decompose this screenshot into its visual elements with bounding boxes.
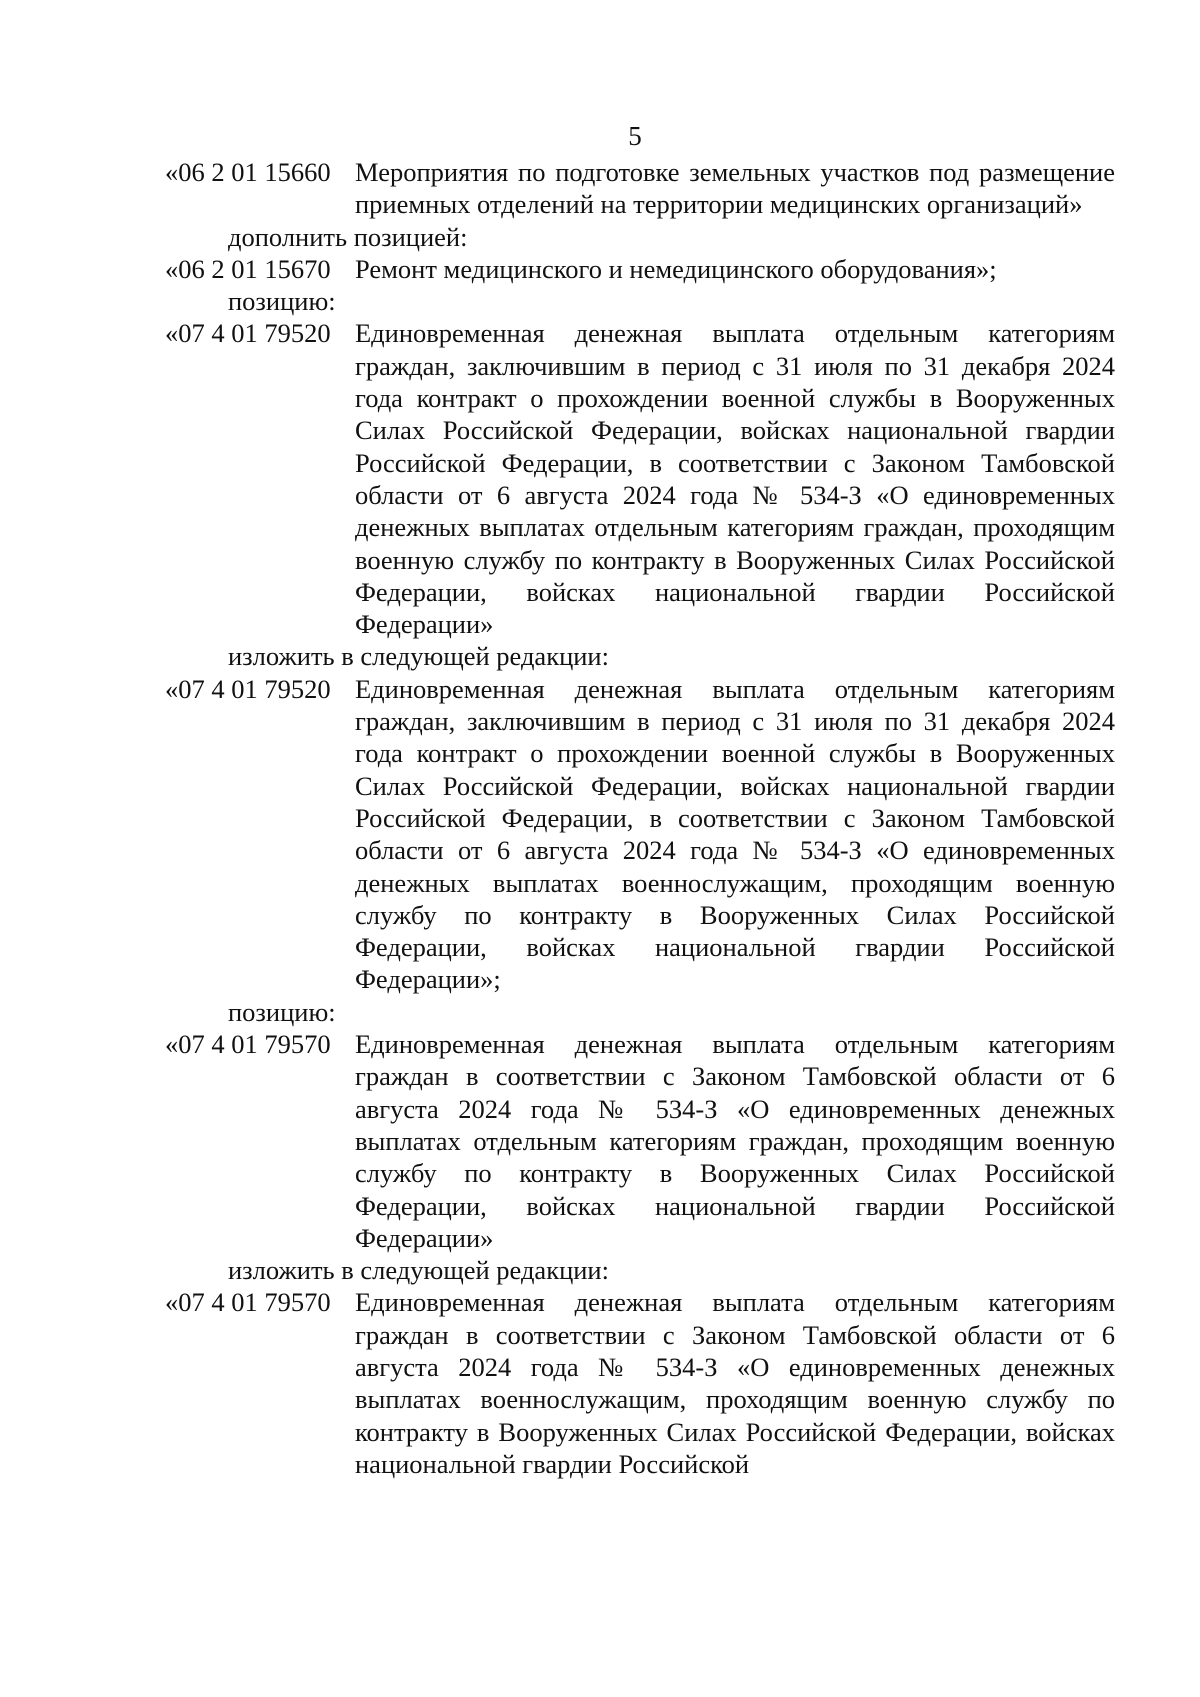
position-code: «07 4 01 79570: [165, 1029, 331, 1060]
position-description: Единовременная денежная выплата отдельным категориям граждан в соответствии с Законом Тамбовской области от 6 августа 2024 года № 534-З «О единовременных денежных выплатах отдельным категориям граждан, проходящим военную службу по контракту в Вооруженных Силах Российской Федерации, войсках национальной гвардии Российской Федерации»: [355, 1029, 1115, 1253]
page-number: 5: [628, 121, 642, 151]
amendment-instruction: позицию:: [228, 996, 336, 1027]
document-body: [0, 156, 1200, 1480]
budget-position-entry: [165, 1028, 1115, 1254]
amendment-instruction: изложить в следующей редакции:: [228, 1255, 609, 1286]
budget-position-entry: [165, 156, 1115, 221]
position-code: «07 4 01 79520: [165, 318, 331, 349]
budget-position-entry: [165, 317, 1115, 640]
amendment-instruction: изложить в следующей редакции:: [228, 641, 609, 672]
budget-position-entry: [165, 253, 1115, 285]
budget-position-entry: [165, 1286, 1115, 1480]
position-code: «06 2 01 15670: [165, 253, 331, 284]
position-description: Единовременная денежная выплата отдельным категориям граждан в соответствии с Законом Тамбовской области от 6 августа 2024 года № 534-З «О единовременных денежных выплатах военнослужащим, проходящим военную службу по контракту в Вооруженных Силах Российской Федерации, войсках национальной гвардии Российской: [355, 1287, 1115, 1479]
amendment-instruction: дополнить позицией:: [228, 221, 468, 252]
amendment-instruction: позицию:: [228, 286, 336, 317]
position-code: «07 4 01 79520: [165, 673, 331, 704]
position-description: Единовременная денежная выплата отдельным категориям граждан, заключившим в период с 31 июля по 31 декабря 2024 года контракт о прохождении военной службы в Вооруженных Силах Российской Федерации, войсках национальной гвардии Российской Федерации, в соответствии с Законом Тамбовской области от 6 августа 2024 года № 534-З «О единовременных денежных выплатах отдельным категориям граждан, проходящим военную службу по контракту в Вооруженных Силах Российской Федерации, войсках национальной гвардии Российской Федерации»: [355, 318, 1115, 640]
position-code: «07 4 01 79570: [165, 1287, 331, 1318]
position-code: «06 2 01 15660: [165, 157, 331, 187]
position-description: Ремонт медицинского и немедицинского оборудования»;: [355, 253, 997, 284]
position-description: Единовременная денежная выплата отдельным категориям граждан, заключившим в период с 31 июля по 31 декабря 2024 года контракт о прохождении военной службы в Вооруженных Силах Российской Федерации, войсках национальной гвардии Российской Федерации, в соответствии с Законом Тамбовской области от 6 августа 2024 года № 534-З «О единовременных денежных выплатах военнослужащим, проходящим военную службу по контракту в Вооруженных Силах Российской Федерации, войсках национальной гвардии Российской Федерации»;: [355, 673, 1115, 995]
budget-position-entry: [165, 673, 1115, 996]
position-description: Мероприятия по подготовке земельных участков под размещение приемных отделений на территории медицинских организаций»: [355, 157, 1115, 220]
